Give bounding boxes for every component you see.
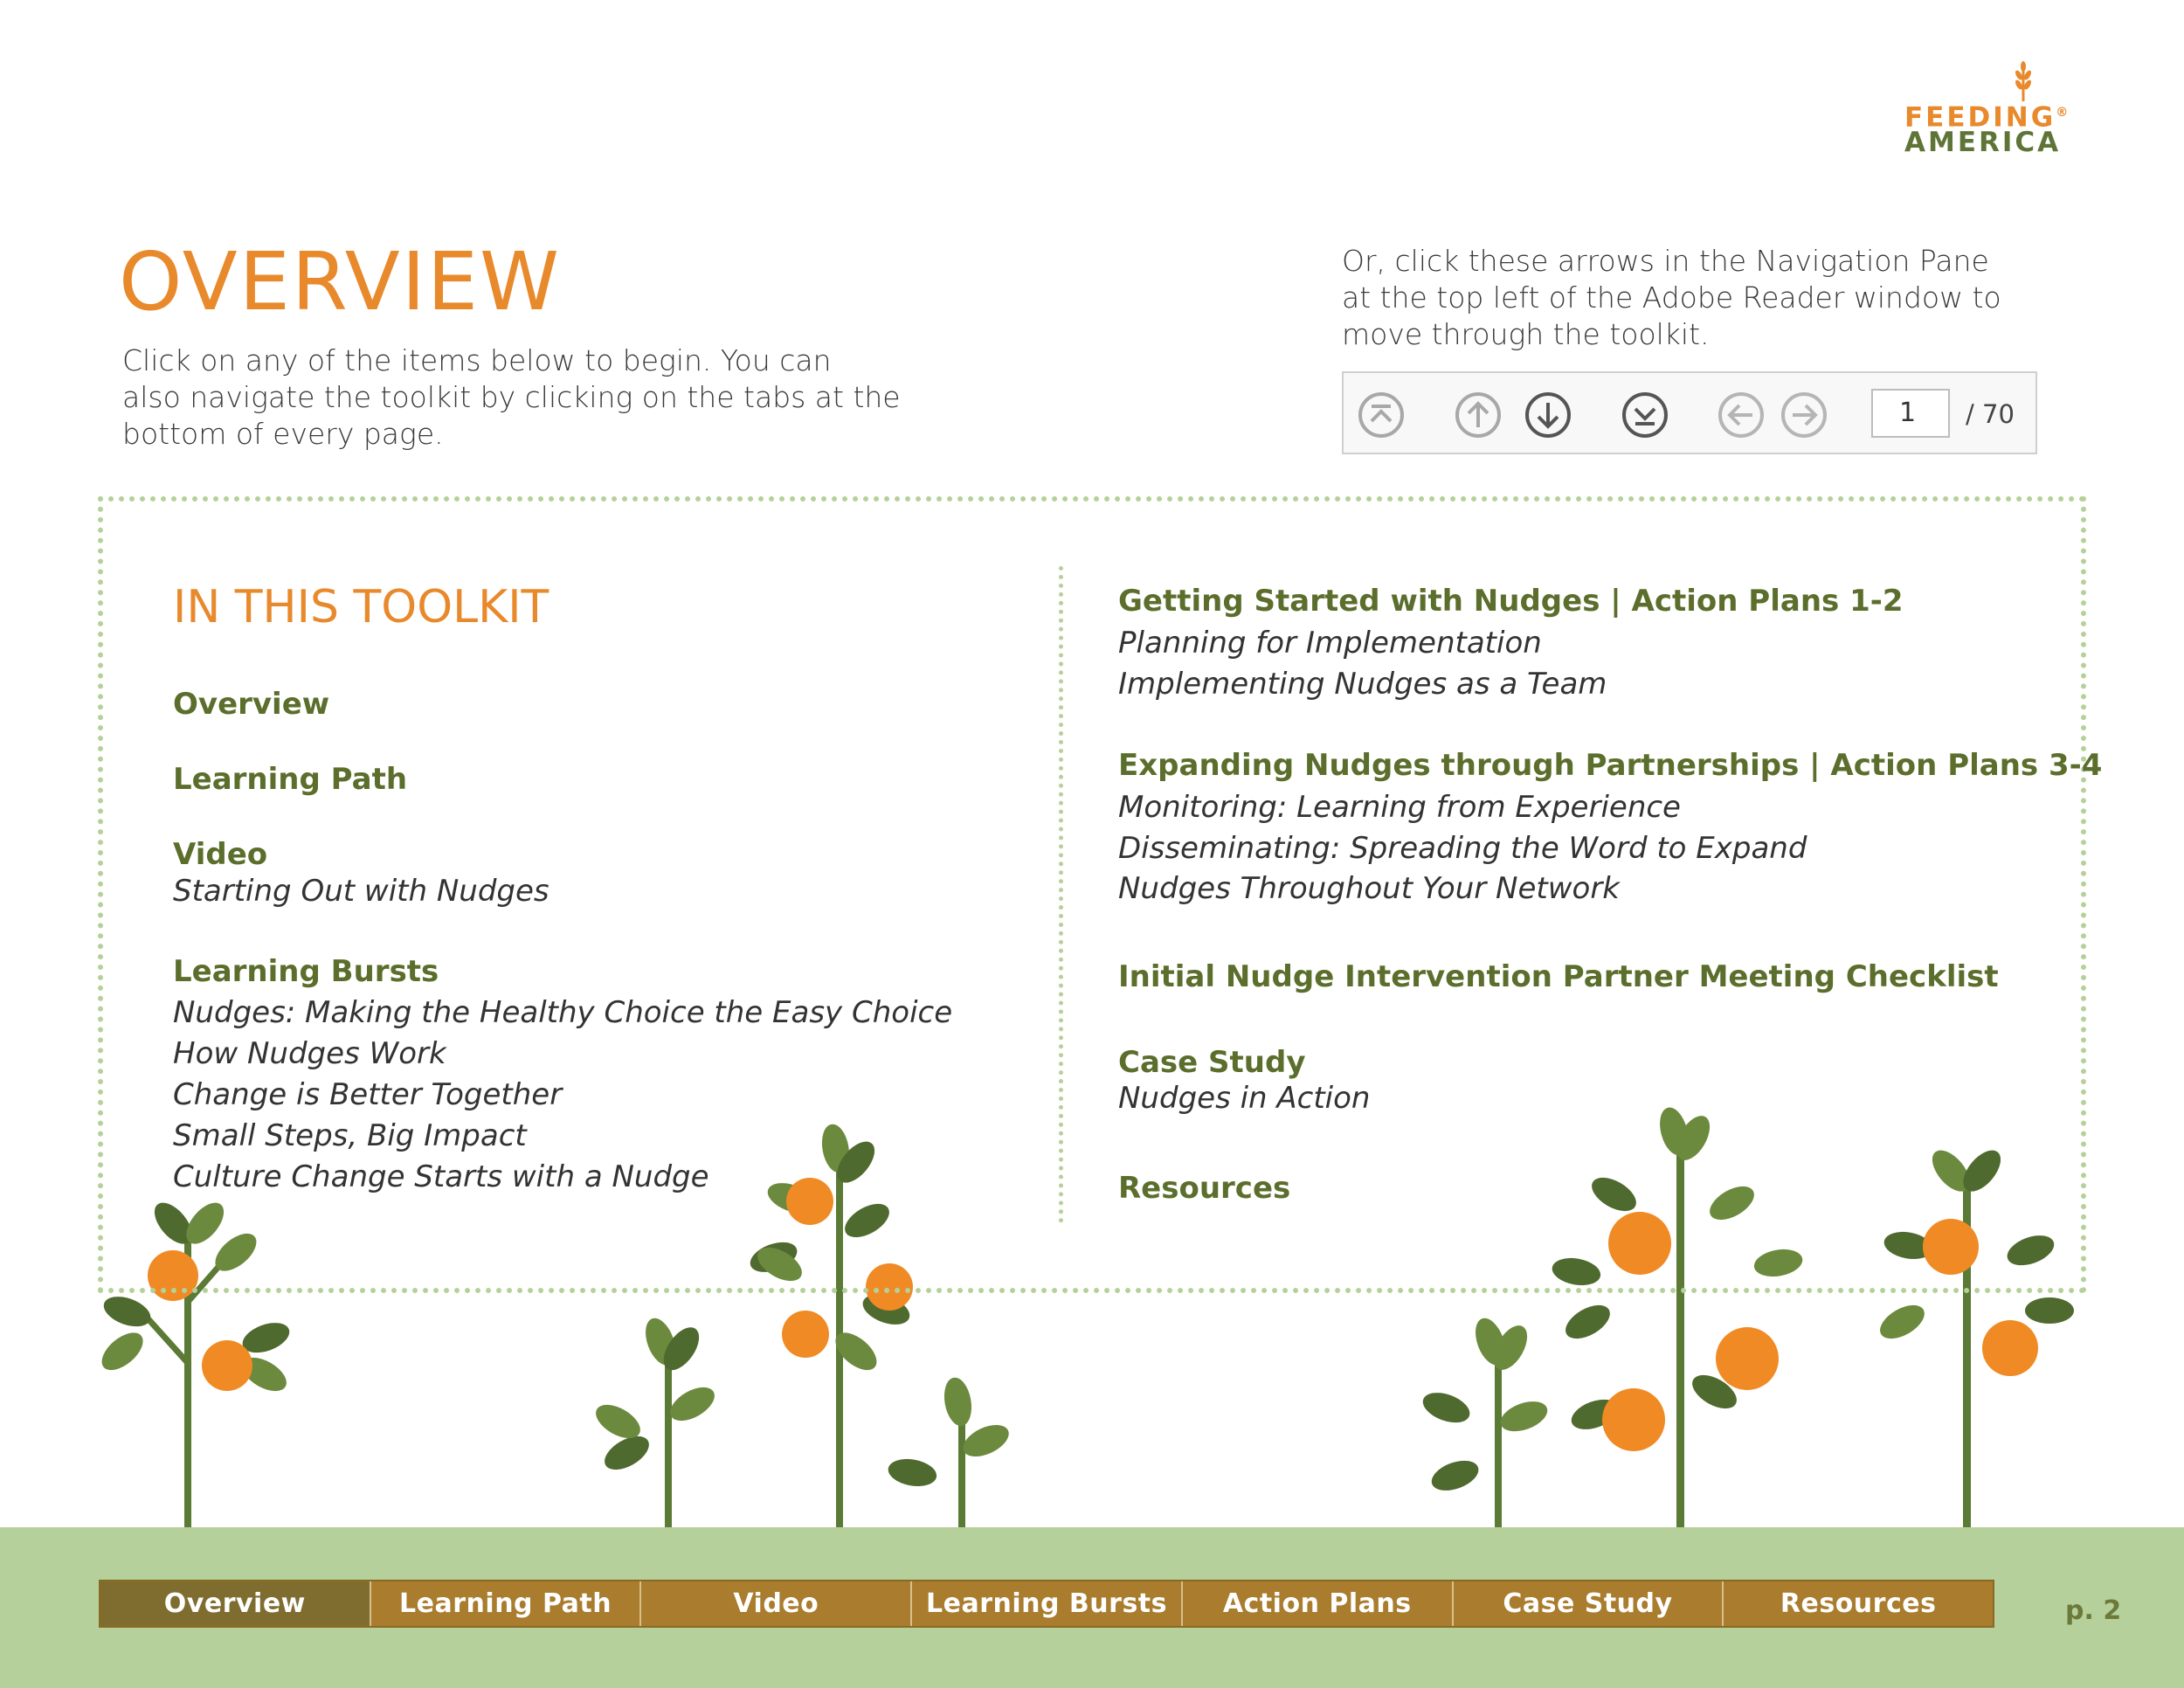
tab-case-study[interactable]: Case Study [1454, 1581, 1724, 1626]
toc-sublink[interactable]: Nudges: Making the Healthy Choice the Easy Choice [173, 995, 953, 1030]
next-page-icon[interactable] [1524, 391, 1572, 439]
toc-link-getting-started[interactable]: Getting Started with Nudges | Action Plans 1-2 [1118, 584, 1904, 619]
toc-sublink[interactable]: Monitoring: Learning from Experience [1118, 790, 1681, 825]
toc-sublink[interactable]: Implementing Nudges as a Team [1118, 667, 1607, 702]
logo-line-1: FEEDING® [1904, 101, 2069, 134]
back-view-icon[interactable] [1717, 391, 1765, 439]
tab-learning-path[interactable]: Learning Path [371, 1581, 642, 1626]
toc-sublink[interactable]: Starting Out with Nudges [173, 874, 549, 909]
previous-page-icon[interactable] [1455, 391, 1502, 439]
toc-link-overview[interactable]: Overview [173, 687, 330, 722]
logo-line-2: AMERICA [1904, 127, 2062, 158]
toc-link-resources[interactable]: Resources [1118, 1171, 1291, 1206]
toc-link-expanding-nudges[interactable]: Expanding Nudges through Partnerships | Action Plans 3-4 [1118, 748, 2103, 783]
navigation-pane [1342, 371, 2037, 454]
toc-sublink[interactable]: Disseminating: Spreading the Word to Expand [1118, 831, 1807, 866]
toc-sublink[interactable]: Planning for Implementation [1118, 626, 1542, 661]
tab-action-plans[interactable]: Action Plans [1183, 1581, 1454, 1626]
first-page-icon[interactable] [1358, 391, 1405, 439]
toc-link-video[interactable]: Video [173, 837, 268, 872]
page-number: p. 2 [2065, 1595, 2122, 1626]
tab-resources[interactable]: Resources [1724, 1581, 1993, 1626]
toc-link-partner-checklist[interactable]: Initial Nudge Intervention Partner Meeting Checklist [1118, 959, 1999, 994]
forward-view-icon[interactable] [1780, 391, 1828, 439]
toc-sublink[interactable]: Nudges Throughout Your Network [1118, 871, 1620, 906]
tab-overview[interactable]: Overview [100, 1581, 371, 1626]
feeding-america-logo [1904, 61, 2088, 157]
toc-sublink[interactable]: How Nudges Work [173, 1036, 446, 1071]
toc-sublink[interactable]: Small Steps, Big Impact [173, 1118, 527, 1153]
page-total: / 70 [1966, 399, 2015, 429]
toc-link-learning-bursts[interactable]: Learning Bursts [173, 954, 439, 989]
navigation-hint-text: Or, click these arrows in the Navigation Pane at the top left of the Adobe Reader window to move through the toolkit. [1342, 244, 2001, 351]
wheat-icon [2012, 61, 2035, 101]
toc-sublink[interactable]: Culture Change Starts with a Nudge [173, 1159, 709, 1194]
toolkit-heading: IN THIS TOOLKIT [173, 581, 549, 633]
page-title: OVERVIEW [119, 235, 561, 329]
tab-video[interactable]: Video [641, 1581, 912, 1626]
toc-link-learning-path[interactable]: Learning Path [173, 762, 408, 797]
intro-text: Click on any of the items below to begin. You can also navigate the toolkit by clicking on the tabs at the bottom of every page. [122, 343, 901, 451]
bottom-tab-bar [99, 1580, 1994, 1628]
last-page-icon[interactable] [1621, 391, 1669, 439]
tab-learning-bursts[interactable]: Learning Bursts [912, 1581, 1183, 1626]
column-divider [1059, 566, 1063, 1223]
toc-link-case-study[interactable]: Case Study [1118, 1045, 1306, 1080]
toc-sublink[interactable]: Nudges in Action [1118, 1081, 1371, 1116]
toc-sublink[interactable]: Change is Better Together [173, 1077, 563, 1112]
page-number-input[interactable]: 1 [1871, 389, 1950, 438]
